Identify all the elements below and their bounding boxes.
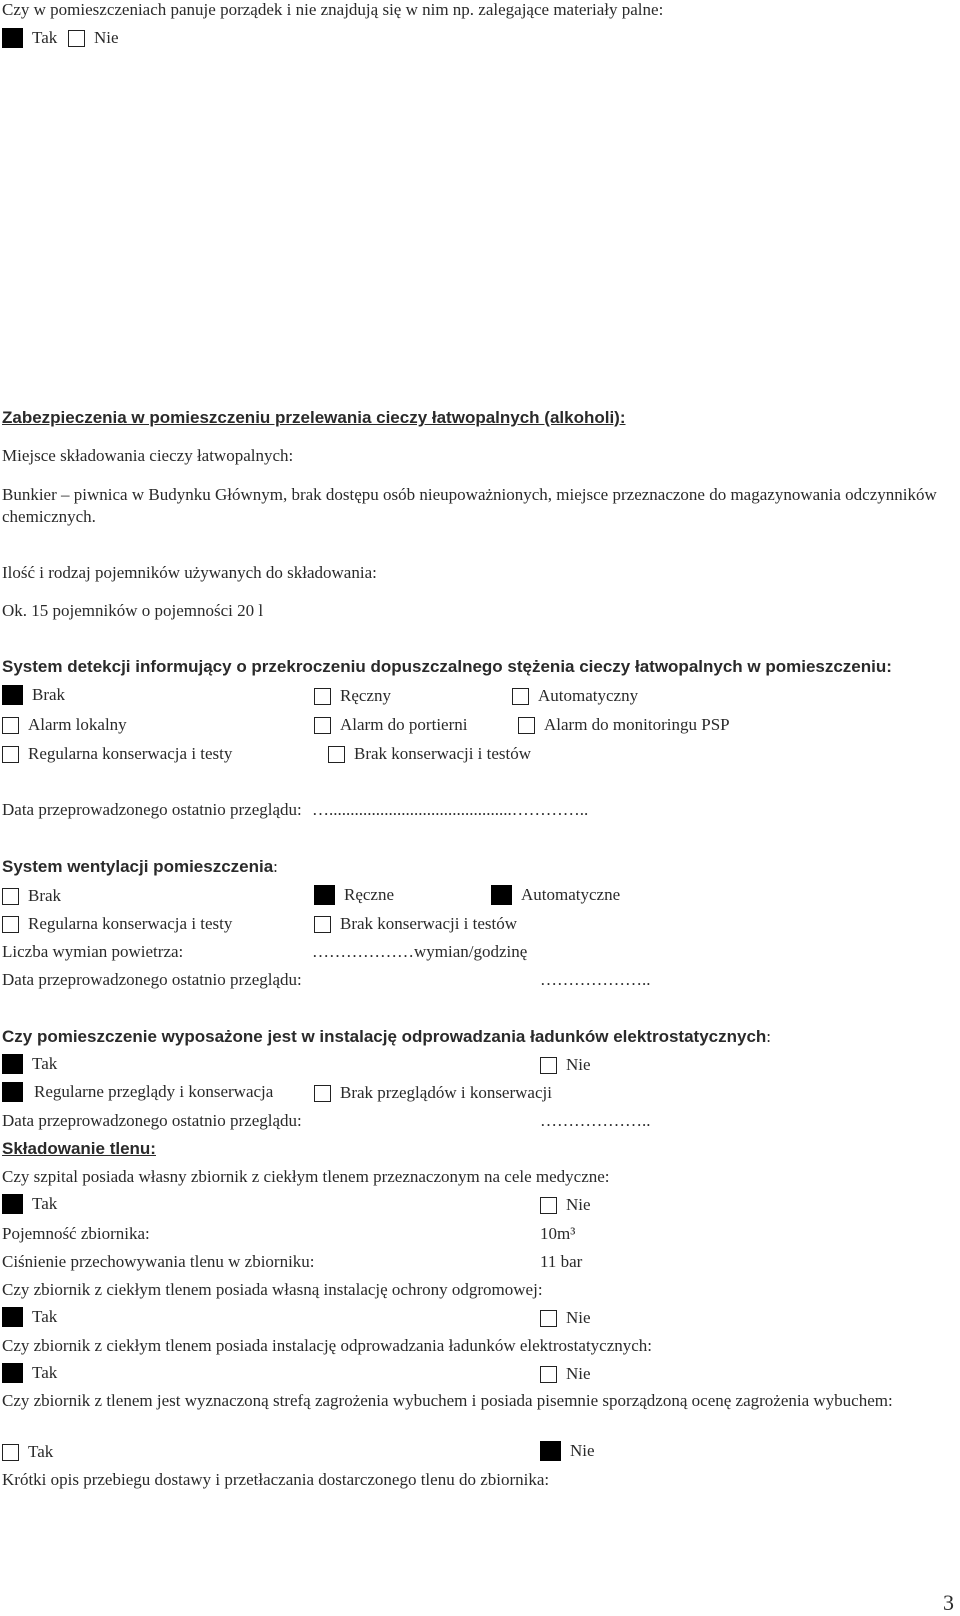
containers-text: Ok. 15 pojemników o pojemności 20 l bbox=[2, 601, 264, 620]
electrostatic-yes-option[interactable] bbox=[2, 1054, 57, 1074]
page-number: 3 bbox=[943, 1590, 954, 1615]
checkbox-checked[interactable] bbox=[2, 28, 23, 48]
order-yes-option[interactable] bbox=[2, 28, 57, 48]
oxygen-q-tank: Czy szpital posiada własny zbiornik z ciekłym tlenem przeznaczonym na cele medyczne: bbox=[2, 1167, 610, 1186]
static-yes-label: Tak bbox=[32, 1363, 58, 1382]
detection-no-maint-option[interactable] bbox=[328, 744, 531, 764]
lightning-no-option[interactable] bbox=[540, 1308, 591, 1328]
oxygen-q-static: Czy zbiornik z ciekłym tlenem posiada instalację odprowadzania ładunków elektrostatycznych: bbox=[2, 1336, 653, 1355]
pressure-label: Ciśnienie przechowywania tlenu w zbiorniku: bbox=[2, 1252, 315, 1271]
storage-text: Bunkier – piwnica w Budynku Głównym, brak dostępu osób nieupoważnionych, miejsce przeznaczone do magazynowania odczynników chemicznych. bbox=[2, 485, 937, 526]
ventilation-no-maint-option[interactable] bbox=[314, 914, 517, 934]
detection-heading: System detekcji informujący o przekroczeniu dopuszczalnego stężenia cieczy łatwopalnych w pomieszczeniu: bbox=[2, 657, 892, 676]
ventilation-brak-label: Brak bbox=[28, 886, 62, 905]
electrostatic-heading-text: Czy pomieszczenie wyposażone jest w instalację odprowadzania ładunków elektrostatycznych bbox=[2, 1027, 767, 1046]
checkbox-checked[interactable] bbox=[2, 685, 23, 705]
checkbox-empty[interactable] bbox=[314, 717, 331, 734]
checkbox-checked[interactable] bbox=[540, 1441, 561, 1461]
static-no-option[interactable] bbox=[540, 1364, 591, 1384]
alcohol-heading: Zabezpieczenia w pomieszczeniu przelewania cieczy łatwopalnych (alkoholi): bbox=[2, 408, 626, 427]
exchange-value[interactable]: ………………wymian/godzinę bbox=[312, 942, 528, 961]
oxygen-q-lightning: Czy zbiornik z ciekłym tlenem posiada własną instalację ochrony odgromowej: bbox=[2, 1280, 543, 1299]
delivery-label: Krótki opis przebiegu dostawy i przetłaczania dostarczonego tlenu do zbiornika: bbox=[2, 1470, 550, 1489]
detection-reczny-option[interactable] bbox=[314, 686, 391, 706]
order-yes-label: Tak bbox=[32, 28, 58, 47]
detection-regular-label: Regularna konserwacja i testy bbox=[28, 744, 233, 763]
tank-no-option[interactable] bbox=[540, 1195, 591, 1215]
ventilation-brak-option[interactable] bbox=[2, 886, 61, 906]
checkbox-empty[interactable] bbox=[518, 717, 535, 734]
detection-alarm-port-option[interactable] bbox=[314, 715, 467, 735]
static-no-label: Nie bbox=[566, 1364, 591, 1383]
electrostatic-heading-colon: : bbox=[766, 1027, 772, 1046]
zone-yes-option[interactable] bbox=[2, 1442, 53, 1462]
electrostatic-last-check-label: Data przeprowadzonego ostatnio przeglądu: bbox=[2, 1111, 302, 1130]
detection-reczny-label: Ręczny bbox=[340, 686, 391, 705]
checkbox-empty[interactable] bbox=[314, 916, 331, 933]
detection-last-check-value[interactable]: …...........................................………….. bbox=[312, 800, 589, 819]
checkbox-empty[interactable] bbox=[540, 1197, 557, 1214]
detection-alarm-port-label: Alarm do portierni bbox=[340, 715, 468, 734]
checkbox-checked[interactable] bbox=[314, 885, 335, 905]
lightning-yes-label: Tak bbox=[32, 1307, 58, 1326]
ventilation-auto-option[interactable] bbox=[491, 885, 620, 905]
capacity-value: 10m³ bbox=[540, 1224, 576, 1243]
checkbox-empty[interactable] bbox=[328, 746, 345, 763]
ventilation-last-check-value[interactable]: ……………….. bbox=[540, 970, 651, 989]
detection-no-maint-label: Brak konserwacji i testów bbox=[354, 744, 532, 763]
detection-regular-option[interactable] bbox=[2, 744, 232, 764]
zone-no-option[interactable] bbox=[540, 1441, 595, 1461]
checkbox-checked[interactable] bbox=[2, 1307, 23, 1327]
checkbox-empty[interactable] bbox=[314, 688, 331, 705]
checkbox-checked[interactable] bbox=[491, 885, 512, 905]
checkbox-empty[interactable] bbox=[2, 717, 19, 734]
storage-label: Miejsce składowania cieczy łatwopalnych: bbox=[2, 446, 294, 465]
checkbox-checked[interactable] bbox=[2, 1194, 23, 1214]
static-yes-option[interactable] bbox=[2, 1363, 57, 1383]
electrostatic-no-label: Nie bbox=[566, 1055, 591, 1074]
detection-alarm-psp-label: Alarm do monitoringu PSP bbox=[544, 715, 730, 734]
electrostatic-last-check-value[interactable]: ……………….. bbox=[540, 1111, 651, 1130]
checkbox-checked[interactable] bbox=[2, 1082, 23, 1102]
checkbox-checked[interactable] bbox=[2, 1054, 23, 1074]
lightning-yes-option[interactable] bbox=[2, 1307, 57, 1327]
checkbox-empty[interactable] bbox=[540, 1057, 557, 1074]
checkbox-empty[interactable] bbox=[540, 1310, 557, 1327]
ventilation-reczne-label: Ręczne bbox=[344, 885, 395, 904]
ventilation-regular-label: Regularna konserwacja i testy bbox=[28, 914, 233, 933]
checkbox-checked[interactable] bbox=[2, 1363, 23, 1383]
electrostatic-heading bbox=[2, 1027, 771, 1047]
capacity-label: Pojemność zbiornika: bbox=[2, 1224, 150, 1243]
exchange-label: Liczba wymian powietrza: bbox=[2, 942, 184, 961]
electrostatic-regular-label: Regularne przeglądy i konserwacja bbox=[34, 1082, 274, 1101]
lightning-no-label: Nie bbox=[566, 1308, 591, 1327]
checkbox-empty[interactable] bbox=[512, 688, 529, 705]
ventilation-heading bbox=[2, 857, 278, 877]
detection-alarm-local-option[interactable] bbox=[2, 715, 127, 735]
detection-alarm-psp-option[interactable] bbox=[518, 715, 730, 735]
zone-no-label: Nie bbox=[570, 1441, 595, 1460]
detection-alarm-local-label: Alarm lokalny bbox=[28, 715, 127, 734]
ventilation-heading-text: System wentylacji pomieszczenia bbox=[2, 857, 274, 876]
question-order: Czy w pomieszczeniach panuje porządek i nie znajdują się w nim np. zalegające materiały palne: bbox=[2, 0, 664, 19]
ventilation-auto-label: Automatyczne bbox=[521, 885, 621, 904]
detection-auto-label: Automatyczny bbox=[538, 686, 639, 705]
oxygen-q-zone: Czy zbiornik z tlenem jest wyznaczoną strefą zagrożenia wybuchem i posiada pisemnie sporządzoną ocenę zagrożenia wybuchem: bbox=[2, 1391, 893, 1410]
checkbox-empty[interactable] bbox=[2, 1444, 19, 1461]
electrostatic-no-maint-option[interactable] bbox=[314, 1083, 552, 1103]
electrostatic-regular-option[interactable] bbox=[2, 1082, 273, 1102]
checkbox-empty[interactable] bbox=[68, 30, 85, 47]
electrostatic-no-option[interactable] bbox=[540, 1055, 591, 1075]
checkbox-empty[interactable] bbox=[540, 1366, 557, 1383]
zone-yes-label: Tak bbox=[28, 1442, 54, 1461]
order-no-option[interactable] bbox=[68, 28, 119, 48]
containers-label: Ilość i rodzaj pojemników używanych do składowania: bbox=[2, 563, 377, 582]
checkbox-empty[interactable] bbox=[2, 746, 19, 763]
detection-brak-label: Brak bbox=[32, 685, 66, 704]
electrostatic-no-maint-label: Brak przeglądów i konserwacji bbox=[340, 1083, 552, 1102]
order-no-label: Nie bbox=[94, 28, 119, 47]
ventilation-regular-option[interactable] bbox=[2, 914, 232, 934]
tank-yes-option[interactable] bbox=[2, 1194, 57, 1214]
pressure-value: 11 bar bbox=[540, 1252, 583, 1271]
electrostatic-yes-label: Tak bbox=[32, 1054, 58, 1073]
detection-brak-option[interactable] bbox=[2, 685, 65, 705]
ventilation-heading-colon: : bbox=[273, 857, 278, 876]
ventilation-no-maint-label: Brak konserwacji i testów bbox=[340, 914, 518, 933]
tank-no-label: Nie bbox=[566, 1195, 591, 1214]
detection-last-check-label: Data przeprowadzonego ostatnio przeglądu: bbox=[2, 800, 302, 819]
checkbox-empty[interactable] bbox=[2, 888, 19, 905]
ventilation-last-check-label: Data przeprowadzonego ostatnio przeglądu: bbox=[2, 970, 302, 989]
detection-last-check bbox=[2, 800, 588, 820]
checkbox-empty[interactable] bbox=[314, 1085, 331, 1102]
oxygen-heading: Składowanie tlenu: bbox=[2, 1139, 156, 1158]
checkbox-empty[interactable] bbox=[2, 916, 19, 933]
tank-yes-label: Tak bbox=[32, 1194, 58, 1213]
ventilation-reczne-option[interactable] bbox=[314, 885, 394, 905]
detection-auto-option[interactable] bbox=[512, 686, 638, 706]
